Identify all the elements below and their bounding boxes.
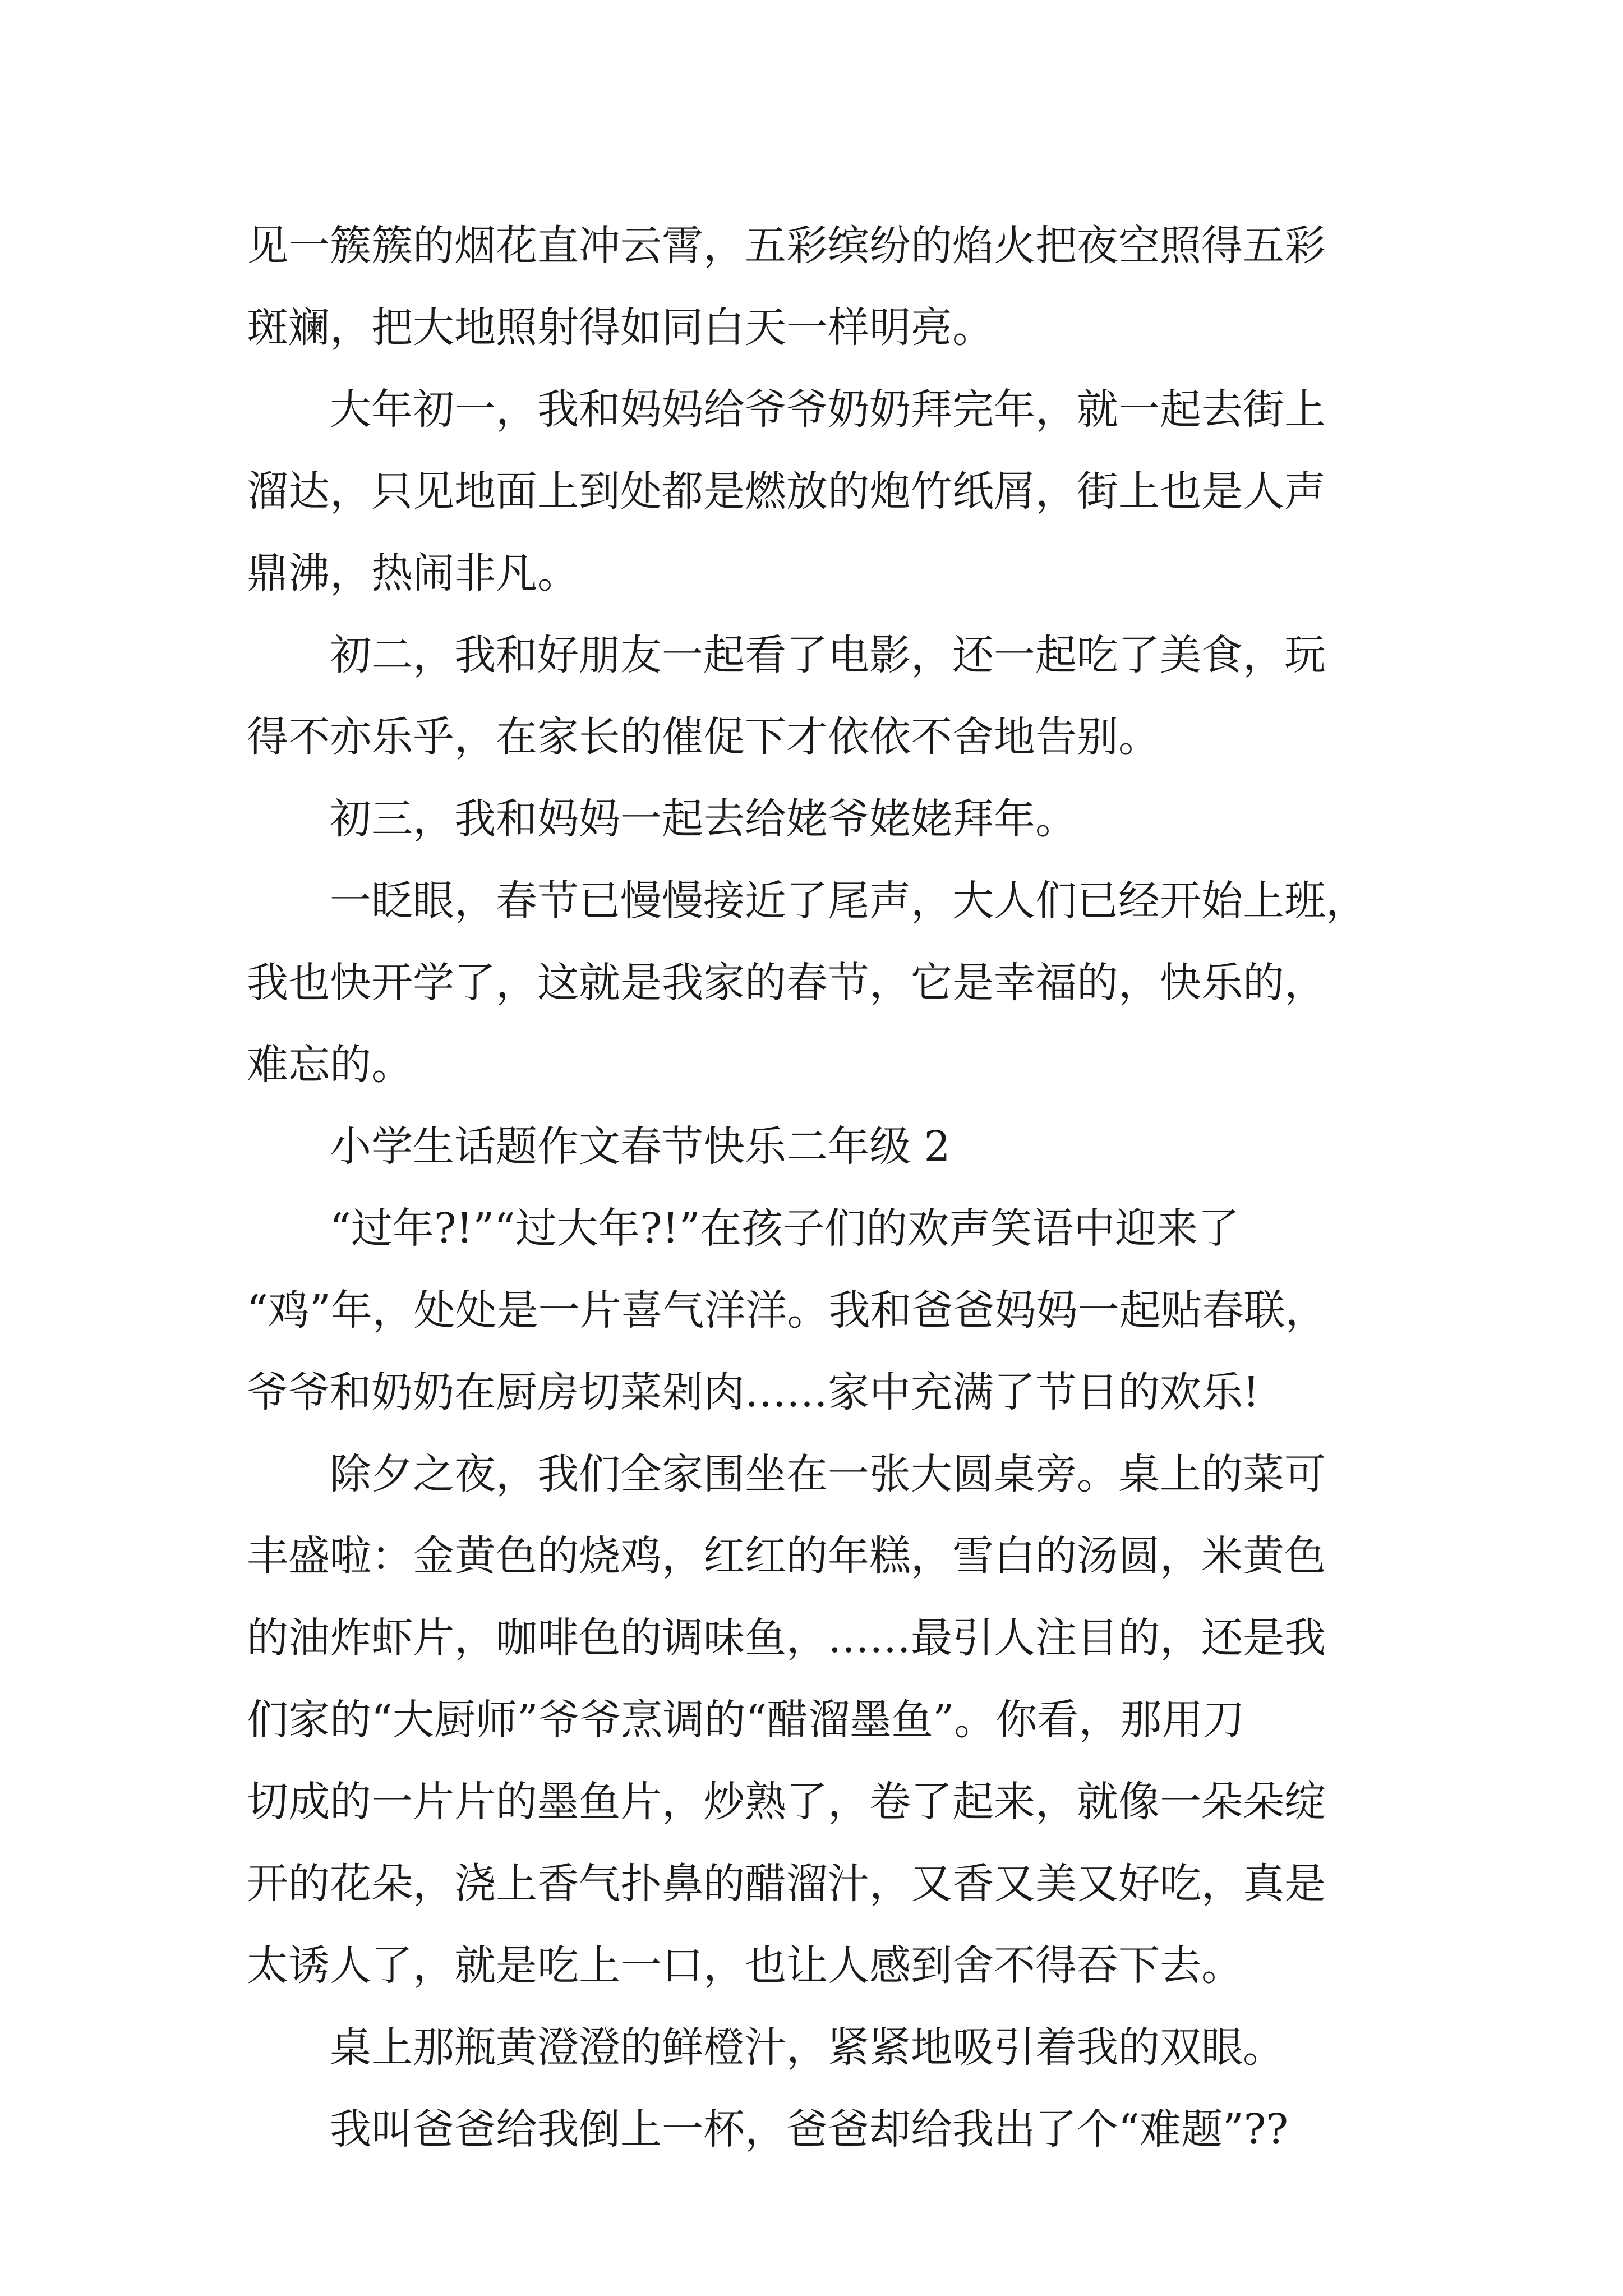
paragraph [247,1433,1402,2007]
text-line: 我叫爸爸给我倒上一杯，爸爸却给我出了个“难题”?? [330,2105,1289,2154]
text-line: 溜达，只见地面上到处都是燃放的炮竹纸屑，街上也是人声 [247,467,1326,516]
text-line: 桌上那瓶黄澄澄的鲜橙汁，紧紧地吸引着我的双眼。 [330,2023,1284,2072]
text-line: 开的花朵，浇上香气扑鼻的醋溜汁，又香又美又好吃，真是 [247,1860,1326,1908]
text-line: 们家的“大厨师”爷爷烹调的“醋溜墨鱼”。你看，那用刀 [247,1696,1245,1744]
paragraph [247,1106,1402,1188]
text-line: 小学生话题作文春节快乐二年级 2 [330,1122,951,1171]
paragraph [247,614,1402,778]
text-line: 难忘的。 [247,1041,413,1089]
text-line: 的油炸虾片，咖啡色的调味鱼，……最引人注目的，还是我 [247,1614,1326,1662]
text-line: “鸡”年，处处是一片喜气洋洋。我和爸爸妈妈一起贴春联， [247,1286,1327,1335]
text-line: 一眨眼，春节已慢慢接近了尾声，大人们已经开始上班， [330,877,1367,925]
paragraph [247,205,1402,369]
text-line: “过年?!”“过大年?!”在孩子们的欢声笑语中迎来了 [330,1204,1240,1253]
paragraph [247,369,1402,614]
text-line: 爷爷和奶奶在厨房切菜剁肉……家中充满了节日的欢乐! [247,1368,1260,1416]
text-line: 我也快开学了，这就是我家的春节，它是幸福的，快乐的， [247,959,1326,1007]
paragraph [247,2007,1402,2088]
text-line: 斑斓，把大地照射得如同白天一样明亮。 [247,303,994,352]
paragraph [247,2088,1402,2170]
text-line: 切成的一片片的墨鱼片，炒熟了，卷了起来，就像一朵朵绽 [247,1778,1326,1826]
text-line: 除夕之夜，我们全家围坐在一张大圆桌旁。桌上的菜可 [330,1450,1326,1498]
text-line: 丰盛啦：金黄色的烧鸡，红红的年糕，雪白的汤圆，米黄色 [247,1532,1326,1580]
paragraph [247,778,1402,860]
text-line: 得不亦乐乎，在家长的催促下才依依不舍地告别。 [247,713,1160,761]
text-line: 初二，我和好朋友一起看了电影，还一起吃了美食，玩 [330,631,1326,679]
paragraph [247,860,1402,1106]
text-line: 鼎沸，热闹非凡。 [247,549,579,597]
paragraph [247,1188,1402,1433]
text-line: 大年初一，我和妈妈给爷爷奶奶拜完年，就一起去街上 [330,385,1326,434]
document-body [247,205,1402,2170]
text-line: 见一簇簇的烟花直冲云霄，五彩缤纷的焰火把夜空照得五彩 [247,222,1326,270]
text-line: 太诱人了，就是吃上一口，也让人感到舍不得吞下去。 [247,1941,1243,1990]
text-line: 初三，我和妈妈一起去给姥爷姥姥拜年。 [330,795,1077,843]
